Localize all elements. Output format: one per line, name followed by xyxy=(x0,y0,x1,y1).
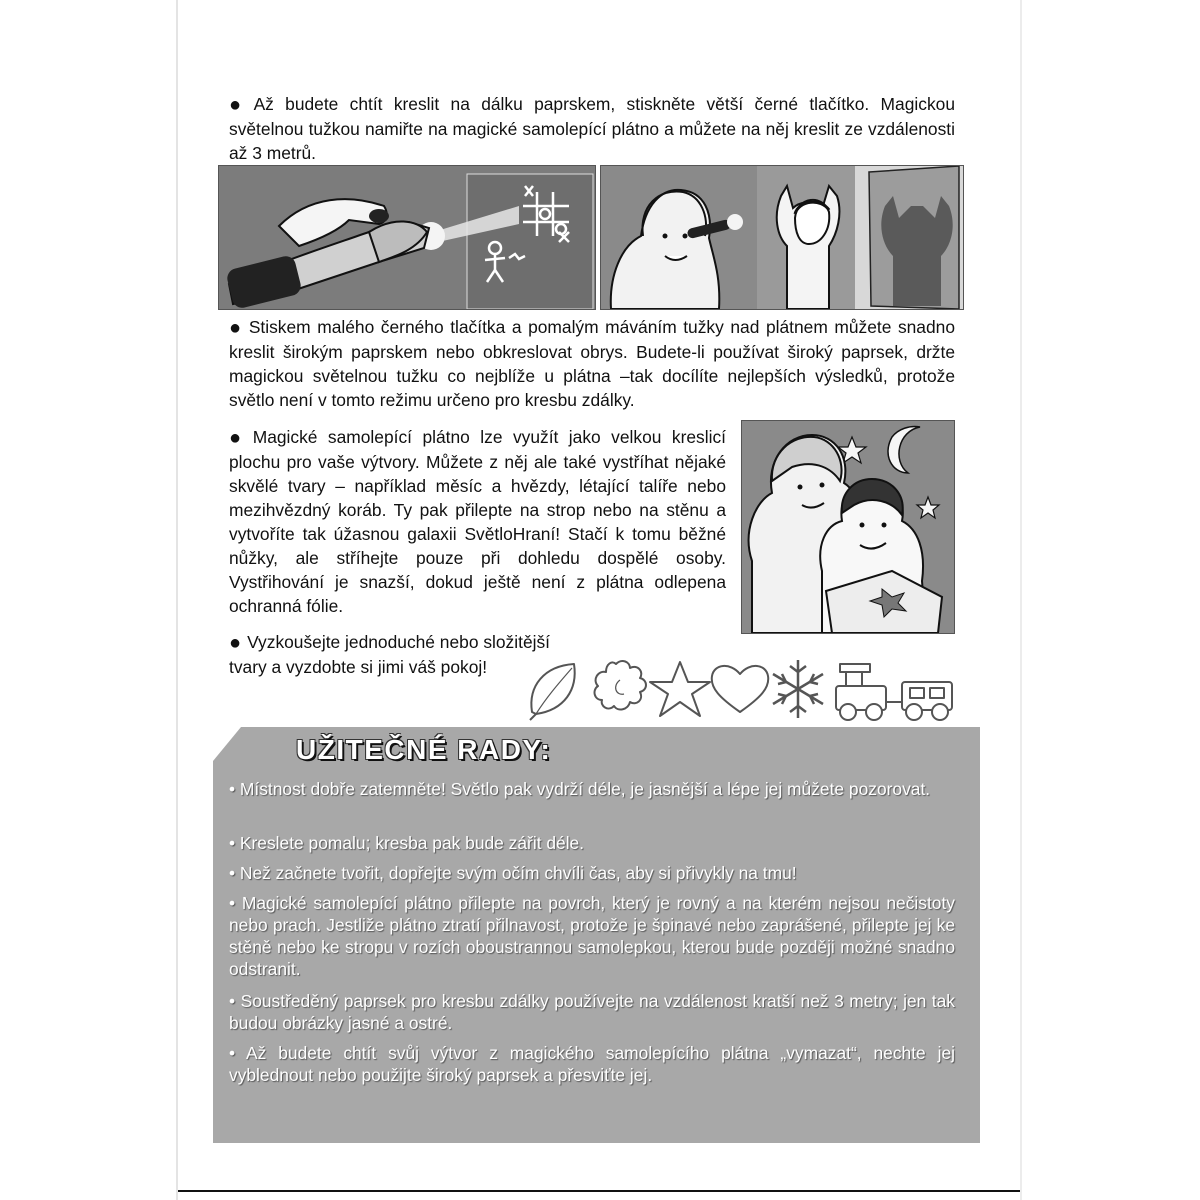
tip-item: • Soustředěný paprsek pro kresbu zdálky používejte na vzdálenost kratší než 3 metry; jen tak budou obrázky jasné a ostré. xyxy=(229,991,955,1033)
bullet-icon: ● xyxy=(229,632,242,654)
star-icon xyxy=(650,662,710,716)
paragraph-line: tvary a vyzdobte si jimi váš pokoj! xyxy=(229,657,488,677)
tip-item: • Magické samolepící plátno přilepte na povrch, který je rovný a na kterém nejsou nečistoty nebo prach. Jestliže plátno ztratí přilnavost, protože je špinavé nebo zaprášené, přilepte jej ke stěně nebo ke stropu v rozích oboustrannou samolepkou, kterou bude později možné snadno odstranit. xyxy=(229,893,955,979)
tip-item: • Až budete chtít svůj výtvor z magického samolepícího plátna „vymazat“, nechte jej vyblednout nebo použijte široký paprsek a přesviťte jej. xyxy=(229,1043,955,1085)
page-right-edge xyxy=(1020,0,1022,1200)
cutting-shapes-illustration xyxy=(741,420,955,634)
tip-item: • Kreslete pomalu; kresba pak bude zářit déle. xyxy=(229,833,585,853)
kids-shadow-illustration xyxy=(600,165,964,310)
pen-beam-illustration xyxy=(218,165,596,310)
paragraph-wide-beam xyxy=(229,315,955,412)
paragraph-canvas-shapes xyxy=(229,425,726,618)
tip-item: • Než začnete tvořit, dopřejte svým očím chvíli čas, aby si přivykly na tmu! xyxy=(229,863,797,883)
leaf-icon xyxy=(530,664,575,720)
heart-icon xyxy=(712,666,769,712)
paragraph-line: Vyzkoušejte jednoduché nebo složitější xyxy=(247,632,551,652)
tip-item: • Místnost dobře zatemněte! Světlo pak vydrží déle, je jasnější a lépe jej můžete pozorovat. xyxy=(229,779,931,799)
flower-icon xyxy=(595,661,646,709)
paragraph-remote-drawing xyxy=(229,92,955,165)
bullet-icon: ● xyxy=(229,94,248,116)
bullet-icon: ● xyxy=(229,317,243,339)
paragraph-text: Magické samolepící plátno lze využít jako velkou kreslicí plochu pro vaše výtvory. Můžete z něj ale také vystříhat nějaké skvělé tvary – například měsíc a hvězdy, létající talíře nebo mezihvězdný koráb. Ty pak přilepte na strop nebo na stěnu a vytvoříte tak úžasnou galaxii SvětloHraní! Stačí k tomu běžné nůžky, ale stříhejte pouze při dohledu dospělé osoby. Vystřihování je snazší, dokud ještě není z plátna odlepena ochranná fólie. xyxy=(229,427,726,616)
paragraph-text: Stiskem malého černého tlačítka a pomalým máváním tužky nad plátnem můžete snadno kreslit širokým paprskem nebo obkreslovat obrys. Budete-li používat široký paprsek, držte magickou světelnou tužku co nejblíže u plátna –tak docílíte nejlepších výsledků, protože světlo není v tomto režimu určeno pro kresbu zdálky. xyxy=(229,317,955,410)
snowflake-icon xyxy=(773,660,823,718)
bullet-icon: ● xyxy=(229,427,247,449)
train-icon xyxy=(836,664,952,720)
shape-outlines-row xyxy=(524,656,960,722)
page-left-edge xyxy=(176,0,178,1200)
paragraph-text: Až budete chtít kreslit na dálku paprskem, stiskněte větší černé tlačítko. Magickou světelnou tužkou namiřte na magické samolepící plátno a můžete na něj kreslit ze vzdálenosti až 3 metrů. xyxy=(229,94,955,163)
page-bottom-rule xyxy=(178,1190,1020,1192)
tips-title: UŽITEČNÉ RADY: xyxy=(296,734,552,765)
